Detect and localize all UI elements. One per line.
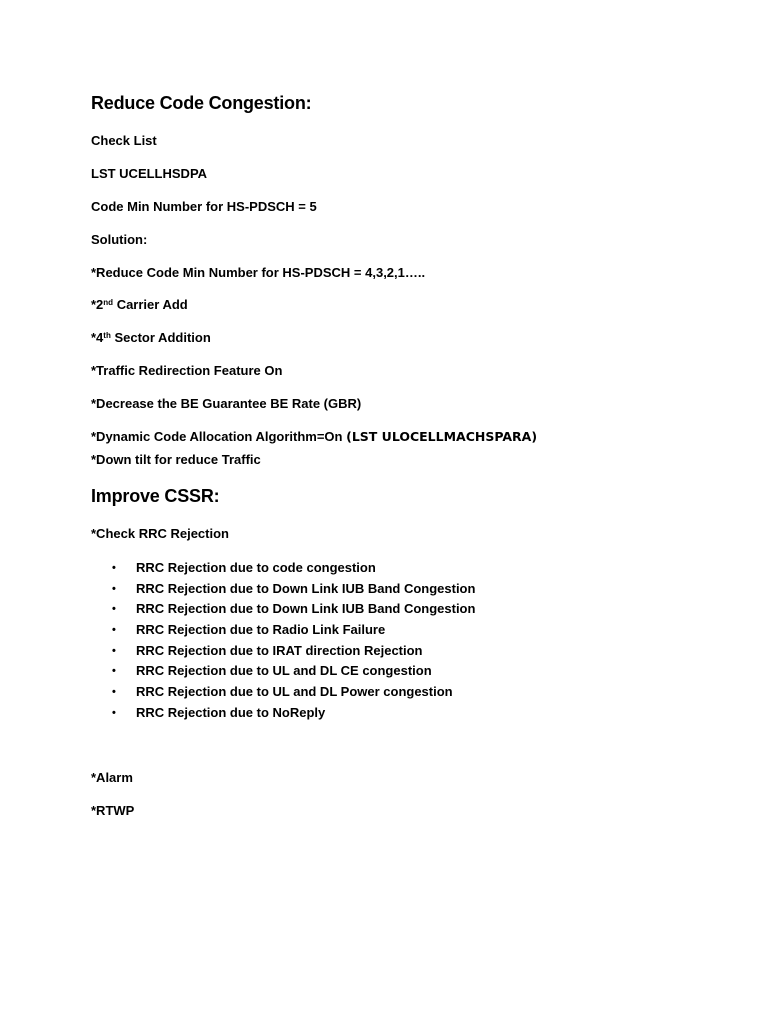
carrier-prefix: *2 — [91, 297, 104, 312]
solution-reduce-code: *Reduce Code Min Number for HS-PDSCH = 4,3,2,1….. — [91, 265, 426, 280]
heading-reduce-code-congestion: Reduce Code Congestion: — [91, 93, 312, 113]
bullet-icon: • — [112, 706, 116, 719]
sector-prefix: *4 — [91, 330, 104, 345]
document-page: Reduce Code Congestion: Check List LST UCELLHSDPA Code Min Number for HS-PDSCH = 5 Solution: *Reduce Code Min Number for HS-PDSCH = 4,3,2,1….. *2nd Carrier Add *4th Sector Addition *Traffic Redirection Feature On *Decrease the BE Guarantee BE Rate (GBR) *Dynamic Code Allocation Algorithm=On (LST ULOCELLMACHSPARA) *Down tilt for reduce Traffic Improve CSSR: *Check RRC Rejection • RRC Rejection due to code congestion • RRC Rejection due to Down Link IUB Band Congestion • RRC Rejection due to Down Link IUB Band Congestion • RRC Rejection due to Radio Link Failure • RRC Rejection due to IRAT direction Rejection • RRC Rejection due to UL and DL CE congestion • RRC Rejection due to UL and DL Power congestion • RRC Rejection due to NoReply *Alarm *RTWP — [91, 93, 538, 818]
sector-suffix: Sector Addition — [110, 330, 211, 345]
alarm-item: *Alarm — [91, 770, 133, 785]
bullet-icon: • — [112, 644, 116, 657]
solution-dynamic-code-allocation — [91, 429, 537, 444]
sector-superscript: th — [103, 331, 111, 340]
solution-label: Solution: — [91, 232, 148, 247]
heading-improve-cssr: Improve CSSR: — [91, 486, 220, 506]
rtwp-item: *RTWP — [91, 803, 135, 818]
carrier-superscript: nd — [103, 298, 114, 307]
bullet-icon: • — [112, 603, 116, 616]
bullet-icon: • — [112, 665, 116, 678]
bullet-icon: • — [112, 562, 116, 574]
solution-fourth-sector — [91, 330, 211, 345]
code-min-number-line: Code Min Number for HS-PDSCH = 5 — [91, 199, 317, 214]
solution-down-tilt: *Down tilt for reduce Traffic — [91, 452, 261, 467]
dynamic-code-text: *Dynamic Code Allocation Algorithm=On — [91, 429, 343, 444]
bullet-icon: • — [112, 582, 116, 595]
check-list-label: Check List — [91, 133, 157, 148]
command-lst-ucellhsdpa: LST UCELLHSDPA — [91, 166, 208, 181]
solution-traffic-redirection: *Traffic Redirection Feature On — [91, 363, 283, 378]
carrier-suffix: Carrier Add — [113, 297, 188, 312]
solution-second-carrier — [91, 297, 188, 312]
dynamic-code-command: (LST ULOCELLMACHSPARA) — [346, 429, 538, 444]
solution-decrease-be-rate: *Decrease the BE Guarantee BE Rate (GBR) — [91, 396, 362, 411]
check-rrc-rejection: *Check RRC Rejection — [91, 526, 229, 541]
bullet-icon: • — [112, 624, 116, 637]
bullet-icon: • — [112, 686, 116, 699]
